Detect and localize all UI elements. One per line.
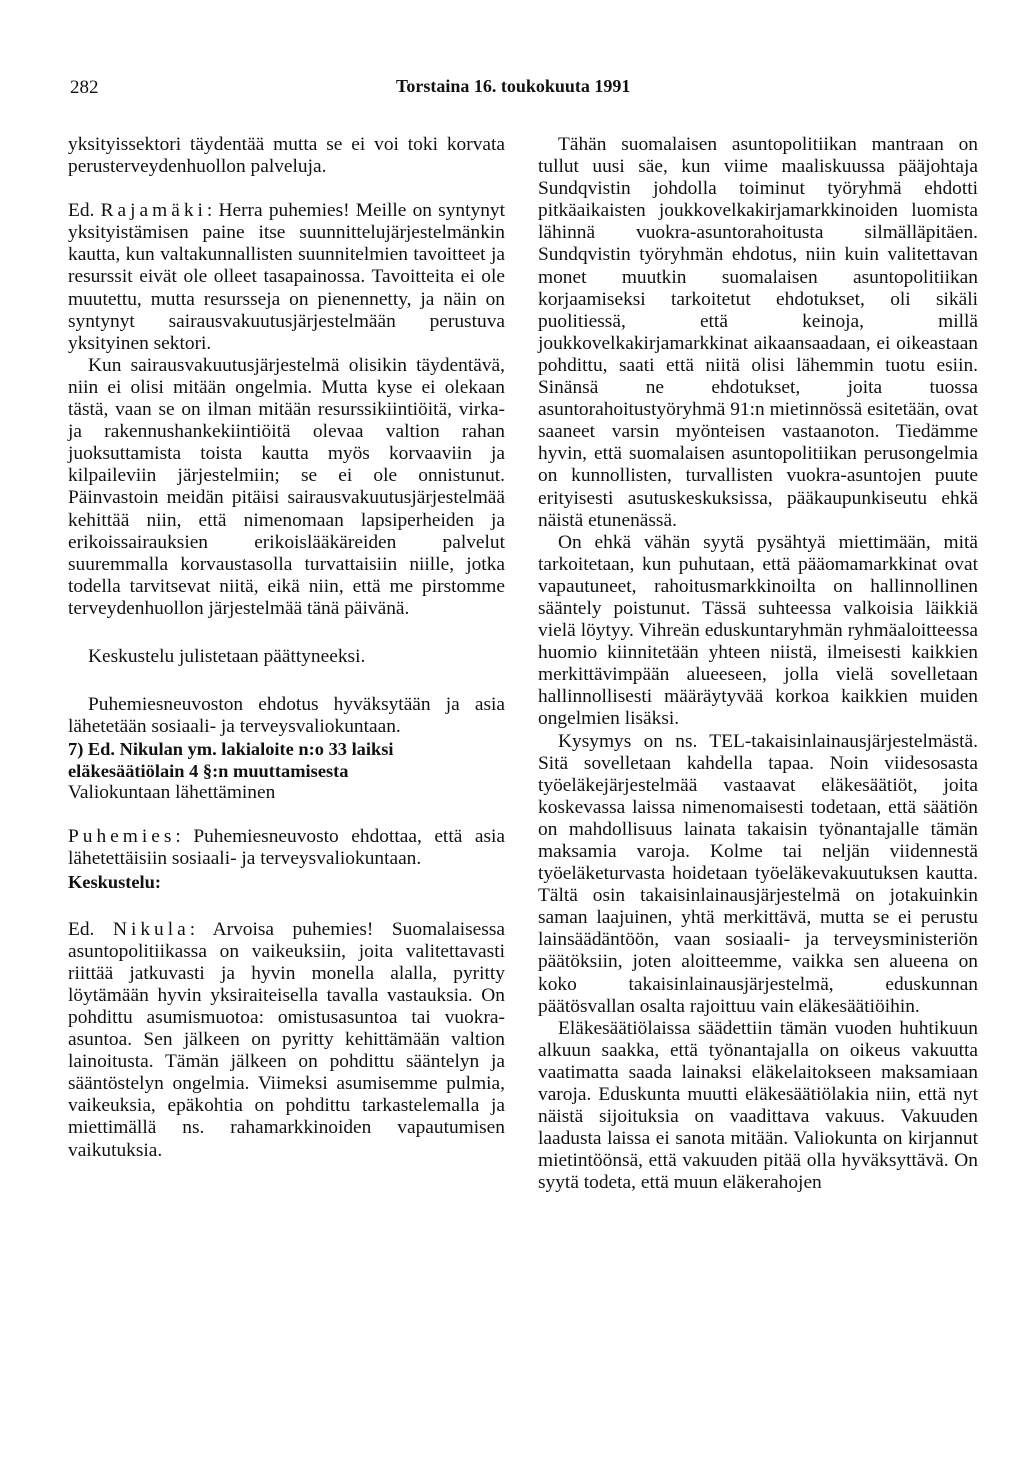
left-paragraph-1: yksityissektori täydentää mutta se ei voi toki korvata perusterveydenhuollon palveluja. — [68, 134, 505, 178]
right-paragraph-3: Kysymys on ns. TEL-takaisinlainausjärjestelmästä. Sitä sovelletaan kahdella tapaa. Noin viidesosasta työeläkejärjestelmää vastaavat eläkesäätiöt, joita koskevassa laissa nimenomaisesti todetaan, että säätiön on mahdollisuus lainata takaisin työnantajalle tämän maksamia varoja. Kolme tai neljän viidennestä työeläketurvasta hoidetaan työeläkevakuutuksen kautta. Tältä osin takaisinlainausjärjestelmä on jotakuinkin saman laajuinen, yhtä merkittävä, mutta se ei perustu lainsäädäntöön, vaan sosiaali- ja terveysministeriön päätöksiin, joten aloitteemme, vaikka sen alueena on koko takaisinlainausjärjestelmä, eduskunnan päätösvallan osalta rajoittuu vain eläkesäätiöihin. — [538, 730, 978, 1017]
left-paragraph-nikula — [68, 919, 505, 1162]
speech-text: : Arvoisa puhemies! Suomalaisessa asuntopolitiikassa on vaikeuksiin, joita valitettavasti riittää jatkuvasti ja hyvin monella alalla, pyritty löytämään hyvin yksiraiteisella tavalla vastauksia. On pohdittu asumismuotoa: omistusasuntoa tai vuokra-asuntoa. Sen jälkeen on pyritty kehittämään valtion lainoitusta. Tämän jälkeen on pohdittu sääntelyn ja sääntöstelyn ongelmia. Viimeksi asumisemme pulmia, vaikeuksia, epäkohtia on pohdittu tarkastelemalla ja miettimällä ns. rahamarkkinoiden vapautumisen vaikutuksia. — [68, 918, 505, 1161]
agenda-item-subheading: Valiokuntaan lähettäminen — [68, 782, 276, 804]
speech-text: : Herra puhemies! Meille on syntynyt yksityistämisen paine itse suunnittelujärjestelmänkin kautta, kun valtakunnallisten suunnitelmien tavoitteet ja resurssit eivät ole olleet tasapainossa. Tavoitteita ei ole muutettu, mutta resursseja on pienennetty, ja näin on syntynyt sairausvakuutusjärjestelmään perustuva yksityinen sektori. — [68, 200, 505, 354]
left-paragraph-puhemies — [68, 826, 505, 870]
right-paragraph-4: Eläkesäätiölaissa säädettiin tämän vuoden huhtikuun alkuun saakka, että työnantajalla on oikeus vakuutta vaatimatta saada lainaksi eläkelaitokseen maksamiaan varoja. Eduskunta muutti eläkesäätiölakia niin, että nyt näistä sijoituksia on vaadittava vakuus. Vakuuden laadusta laissa ei sanota mitään. Valiokunta on kirjannut mietintöönsä, että vakuuden pitää olla hyväksyttävä. On syytä todeta, että muun eläkerahojen — [538, 1017, 978, 1194]
referral-decision: Puhemiesneuvoston ehdotus hyväksytään ja asia lähetetään sosiaali- ja terveysvaliokuntaan. — [68, 694, 505, 738]
agenda-item-heading: 7) Ed. Nikulan ym. lakialoite n:o 33 laiksi eläkesäätiölain 4 §:n muuttamisesta — [68, 739, 394, 782]
speaker-name-puhemies: Puhemies — [68, 826, 176, 848]
speaker-name-nikula: Nikula — [112, 918, 190, 940]
speaker-prefix: Ed. — [68, 200, 95, 222]
right-paragraph-2: On ehkä vähän syytä pysähtyä miettimään, mitä tarkoitetaan, kun puhutaan, että pääomamarkkinat ovat vapautuneet, rahoitusmarkkinoilta on hallinnollinen sääntely poistunut. Tässä suhteessa valkoisia läikkiä vielä löytyy. Vihreän eduskuntaryhmän ryhmäaloitteessa huomio kiinnitetään yhteen niistä, ilmeisesti kaikkien merkittävimpään alueeseen, jolla vielä sovelletaan hallinnollisesti määräytyvää korkoa kaikkien muiden ongelmien lisäksi. — [538, 531, 978, 730]
keskustelu-heading: Keskustelu: — [68, 871, 161, 892]
left-column — [68, 134, 505, 1162]
debate-closed-note: Keskustelu julistetaan päättyneeksi. — [88, 645, 366, 667]
running-head: Torstaina 16. toukokuuta 1991 — [396, 76, 631, 96]
speech-text: : Puhemiesneuvosto ehdottaa, että asia lähetettäisiin sosiaali- ja terveysvaliokuntaan. — [68, 826, 505, 870]
page-number: 282 — [70, 77, 99, 98]
speaker-prefix: Ed. — [68, 918, 95, 940]
left-paragraph-rajamaki — [68, 200, 505, 355]
right-column — [538, 134, 978, 1195]
right-paragraph-1: Tähän suomalaisen asuntopolitiikan mantraan on tullut uusi säe, kun viime maaliskuussa pääjohtaja Sundqvistin johdolla toiminut työryhmä ehdotti pitkäaikaisten joukkovelkakirjamarkkinoiden luomista lähinnä vuokra-asuntorahoitusta silmälläpitäen. Sundqvistin työryhmän ehdotus, niin kuin valitettavan monet muutkin suomalaisen asuntopolitiikan korjaamiseksi tarkoitetut ehdotukset, oli sikäli puolitiessä, että keinoja, millä joukkovelkakirjamarkkinat aikaansaadaan, ei oikeastaan pohdittu, saati että niitä olisi lähemmin tuotu esiin. Sinänsä ne ehdotukset, joita tuossa asuntorahoitustyöryhmä 91:n mietinnössä esitetään, ovat saaneet varsin myönteisen vastaanoton. Tiedämme hyvin, että suomalaisen asuntopolitiikan perusongelmia on kunnollisten, turvallisten vuokra-asuntojen puute erityisesti asutuskeskuksissa, pääkaupunkiseutu ehkä näistä etunenässä. — [538, 134, 978, 531]
speaker-name-rajamaki: Rajamäki — [100, 200, 207, 222]
left-paragraph-3: Kun sairausvakuutusjärjestelmä olisikin täydentävä, niin ei olisi mitään ongelmia. Mutta kyse ei olekaan tästä, vaan se on ilman mitään resurssikiintiöitä, virka- ja rakennushankekiintiöitä olevaa valtion rahan juoksuttamista toista kautta myös korvaaviin ja kilpaileviin järjestelmiin; se ei ole onnistunut. Päinvastoin meidän pitäisi sairausvakuutusjärjestelmää kehittää niin, että nimenomaan lapsiperheiden ja erikoissairauksien erikoislääkäreiden palvelut suuremmalla korvaustasolla turvattaisiin niille, jotka todella tarvitsevat niitä, eikä niin, että me pirstomme terveydenhuollon järjestelmää tänä päivänä. — [68, 354, 505, 619]
